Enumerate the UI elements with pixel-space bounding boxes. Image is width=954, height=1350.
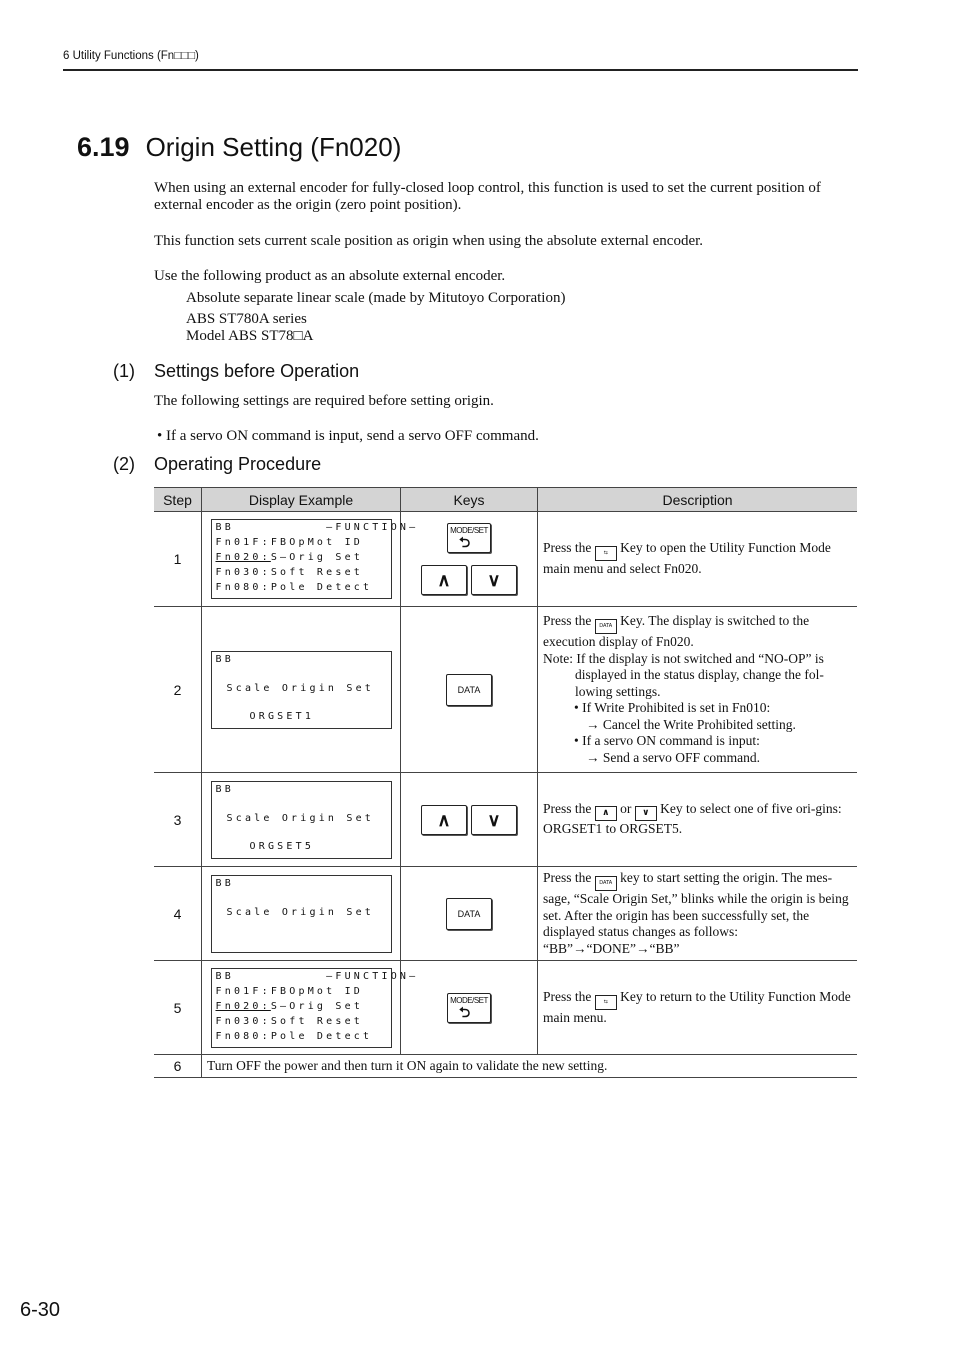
up-key[interactable] — [421, 565, 467, 595]
subsection-1-number: (1) — [113, 361, 135, 381]
step-number: 6 — [154, 1055, 202, 1078]
description-cell: Press the ⇆ Key to open the Utility Function Mode main menu and select Fn020. — [538, 512, 858, 607]
col-header-keys: Keys — [401, 488, 538, 512]
subsection-1-bullet: • If a servo ON command is input, send a servo OFF command. — [157, 428, 539, 444]
up-arrow-icon: ∧ — [437, 809, 451, 830]
col-header-step: Step — [154, 488, 202, 512]
step-6-text: Turn OFF the power and then turn it ON again to validate the new setting. — [202, 1055, 858, 1078]
return-arrow-icon: ⮌ — [459, 534, 471, 550]
display-panel: BB Scale Origin Set ORGSET1 — [211, 651, 392, 729]
display-panel: BB –FUNCTION– Fn01F:FBOpMot ID Fn020:S–Orig Set Fn030:Soft Reset Fn080:Pole Detect — [211, 519, 392, 599]
table-row — [154, 867, 857, 961]
display-cell — [202, 867, 401, 961]
description-cell: Press the DATA key to start setting the origin. The mes-sage, “Scale Origin Set,” blinks while the origin is being set. After the origin has been successfully set, the displayed status changes as follows: “BB”→“DONE”→“BB” — [538, 867, 858, 961]
data-key-icon: DATA — [595, 876, 617, 891]
up-key[interactable] — [421, 805, 467, 835]
table-row — [154, 773, 857, 867]
product-line-2: ABS ST780A series — [186, 311, 307, 327]
section-title — [77, 132, 401, 163]
mode-set-key-icon: ⇆ — [595, 546, 617, 561]
return-arrow-icon: ⮌ — [459, 1003, 471, 1020]
keys-cell — [401, 773, 538, 867]
keys-cell — [401, 867, 538, 961]
step-number: 2 — [154, 607, 202, 773]
subsection-1-heading — [113, 361, 359, 382]
mode-set-key[interactable]: MODE/SET ⮌ — [447, 993, 491, 1023]
data-key-icon: DATA — [595, 619, 617, 634]
intro-paragraph-1: When using an external encoder for fully-closed loop control, this function is used to set the current position of external encoder as the origin (zero point position). — [154, 180, 821, 213]
table-row — [154, 512, 857, 607]
subsection-2-heading — [113, 454, 321, 475]
intro-paragraph-3: Use the following product as an absolute external encoder. — [154, 268, 506, 284]
description-cell: Press the ⇆ Key to return to the Utility Function Mode main menu. — [538, 961, 858, 1055]
display-cell — [202, 512, 419, 607]
data-key[interactable]: DATA — [446, 898, 492, 930]
description-cell: Press the ∧ or ∨ Key to select one of five ori-gins: ORGSET1 to ORGSET5. — [538, 773, 858, 867]
product-line-1: Absolute separate linear scale (made by Mitutoyo Corporation) — [186, 290, 566, 306]
down-key-icon: ∨ — [635, 806, 657, 821]
keys-cell — [401, 961, 538, 1055]
intro-paragraph-2: This function sets current scale position as origin when using the absolute external encoder. — [154, 233, 704, 249]
down-key[interactable] — [471, 565, 517, 595]
table-row — [154, 1055, 857, 1078]
keys-cell — [401, 607, 538, 773]
down-key[interactable] — [471, 805, 517, 835]
step-number: 1 — [154, 512, 202, 607]
step-number: 4 — [154, 867, 202, 961]
up-arrow-icon: ∧ — [437, 570, 451, 590]
display-cell — [202, 961, 419, 1055]
mode-set-key-icon: ⇆ — [595, 995, 617, 1010]
display-panel: BB –FUNCTION– Fn01F:FBOpMot ID Fn020:S–Orig Set Fn030:Soft Reset Fn080:Pole Detect — [211, 968, 392, 1048]
up-key-icon: ∧ — [595, 806, 617, 821]
running-head: 6 Utility Functions (Fn□□□) — [63, 50, 199, 62]
subsection-2-number: (2) — [113, 454, 135, 474]
description-cell: Press the DATA Key. The display is switched to the execution display of Fn020. Note: If the display is not switched and “NO-OP” is displayed in the status display, change the fol- lowing settings. • If Write Prohibited is set in Fn010: → Cancel the Write Prohibited setting. • If a servo ON command is input: → Send a servo OFF command. — [538, 607, 858, 773]
down-arrow-icon: ∨ — [487, 570, 501, 590]
keys-cell — [401, 512, 538, 607]
data-key[interactable]: DATA — [446, 674, 492, 706]
step-number: 5 — [154, 961, 202, 1055]
mode-set-key[interactable]: MODE/SET ⮌ — [447, 523, 491, 553]
col-header-display: Display Example — [202, 488, 401, 512]
display-panel: BB Scale Origin Set — [211, 875, 392, 953]
page-number: 6-30 — [20, 1299, 61, 1321]
subsection-2-title: Operating Procedure — [154, 454, 322, 474]
product-line-3: Model ABS ST78□A — [186, 328, 314, 344]
display-cell — [202, 607, 401, 773]
table-row — [154, 961, 857, 1055]
procedure-table — [154, 487, 857, 1078]
display-panel: BB Scale Origin Set ORGSET5 — [211, 781, 392, 859]
header-rule — [63, 69, 858, 71]
subsection-1-title: Settings before Operation — [154, 361, 360, 381]
subsection-1-text: The following settings are required before setting origin. — [154, 393, 494, 409]
section-number: 6.19 — [77, 132, 130, 162]
down-arrow-icon: ∨ — [487, 809, 501, 830]
table-header-row — [154, 488, 857, 512]
table-row — [154, 607, 857, 773]
col-header-description: Description — [538, 488, 858, 512]
step-number: 3 — [154, 773, 202, 867]
display-cell — [202, 773, 401, 867]
section-title-text: Origin Setting (Fn020) — [145, 132, 402, 162]
